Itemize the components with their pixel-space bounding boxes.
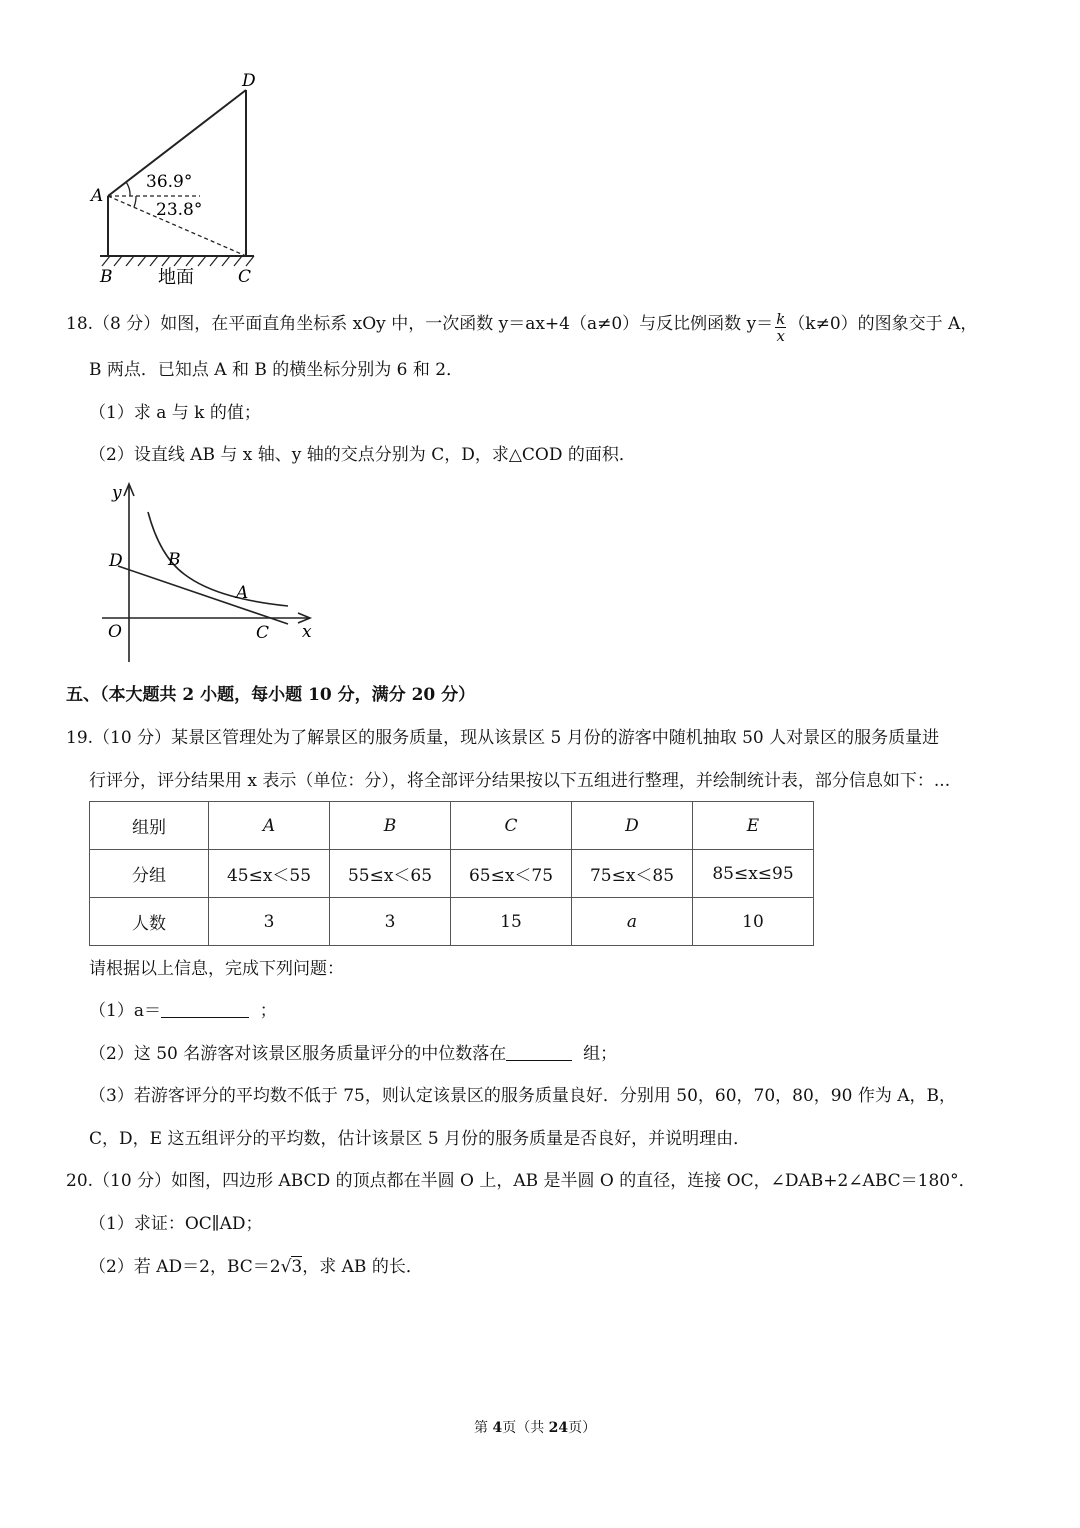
q20-part2-end: ，求 AB 的长． [302,1257,423,1277]
q19-part3-line1: （3）若游客评分的平均数不低于 75，则认定该景区的服务质量良好．分别用 50，60，70，80，90 作为 A，B， [89,1086,956,1106]
figure-q18 [90,478,330,668]
answer-blank-median[interactable] [506,1042,572,1061]
score-table [89,801,814,946]
q19-line2: 行评分，评分结果用 x 表示（单位：分），将全部评分结果按以下五组进行整理，并绘制统计表，部分信息如下：... [89,771,951,791]
q18-part2: （2）设直线 AB 与 x 轴、y 轴的交点分别为 C，D，求△COD 的面积． [89,445,636,465]
table-cell: a [572,898,693,946]
answer-blank-a[interactable] [161,999,249,1018]
table-cell: 55≤x＜65 [330,850,451,898]
angle-arc-2 [134,196,136,207]
table-cell: C [451,802,572,850]
q19-part1-end: ； [259,1001,277,1021]
angle-label-2: 23.8° [156,200,203,220]
angle-label-1: 36.9° [146,172,193,192]
q18-line1-text: 18.（8 分）如图，在平面直角坐标系 xOy 中，一次函数 y＝ax+4（a≠0）与反比例函数 y＝ [66,314,774,334]
sqrt-symbol: √ [280,1257,292,1277]
figure-q17 [80,60,280,292]
label-d: D [109,551,123,571]
table-cell: 人数 [90,898,209,946]
label-d: D [242,71,256,91]
table-row [90,850,814,898]
label-b: B [168,550,181,570]
fraction-k-over-x [775,311,786,344]
q19-part1 [89,999,277,1023]
q20-line1: 20.（10 分）如图，四边形 ABCD 的顶点都在半圆 O 上，AB 是半圆 O 的直径，连接 OC，∠DAB+2∠ABC＝180°． [66,1171,976,1191]
table-cell: B [330,802,451,850]
table-cell: 85≤x≤95 [693,850,814,898]
label-a: A [236,583,249,603]
table-cell: D [572,802,693,850]
table-cell: 15 [451,898,572,946]
q19-prompt: 请根据以上信息，完成下列问题： [89,959,344,979]
q18-part1: （1）求 a 与 k 的值； [89,403,261,423]
q18-line1-tail: （k≠0）的图象交于 A， [788,314,978,334]
label-b: B [100,267,113,287]
footer-prefix: 第 [474,1420,493,1436]
q19-part2-label: （2）这 50 名游客对该景区服务质量评分的中位数落在 [89,1044,507,1064]
table-row [90,802,814,850]
label-o: O [108,622,122,642]
table-cell: 3 [330,898,451,946]
q19-part2 [89,1042,617,1066]
page-number: 4 [492,1420,503,1436]
q19-part2-end: 组； [583,1044,618,1064]
table-cell: 10 [693,898,814,946]
footer-suffix: 页） [568,1420,597,1436]
q20-part2-label: （2）若 AD＝2，BC＝2 [89,1257,281,1277]
table-cell: E [693,802,814,850]
q19-part1-label: （1）a＝ [89,1001,161,1021]
table-cell: 3 [209,898,330,946]
fraction-denominator: x [776,327,785,345]
footer-middle: 页（共 [502,1420,549,1436]
ground-label: 地面 [158,267,194,288]
label-x: x [302,622,312,642]
q19-line1: 19.（10 分）某景区管理处为了解景区的服务质量，现从该景区 5 月份的游客中随机抽取 50 人对景区的服务质量进 [66,728,940,748]
page-footer [474,1416,596,1440]
angle-arc-1 [126,182,130,196]
sqrt-radicand: 3 [291,1257,303,1277]
table-cell: 65≤x＜75 [451,850,572,898]
label-c: C [238,267,252,287]
line-ab [118,566,288,624]
label-a: A [91,186,104,206]
fraction-numerator: k [776,310,786,328]
table-cell: A [209,802,330,850]
page-total: 24 [548,1420,569,1436]
table-cell: 75≤x＜85 [572,850,693,898]
label-c: C [256,623,270,643]
q19-part3-line2: C，D，E 这五组评分的平均数，估计该景区 5 月份的服务质量是否良好，并说明理由． [89,1129,751,1149]
table-cell: 分组 [90,850,209,898]
label-y: y [112,483,122,503]
section-heading: 五、（本大题共 2 小题，每小题 10 分，满分 20 分） [66,685,476,705]
q18-line1 [66,311,977,344]
table-cell: 组别 [90,802,209,850]
q20-part1: （1）求证：OC∥AD； [89,1214,263,1234]
table-cell: 45≤x＜55 [209,850,330,898]
q18-line2: B 两点．已知点 A 和 B 的横坐标分别为 6 和 2． [89,360,464,380]
table-row [90,898,814,946]
q20-part2 [89,1255,423,1279]
